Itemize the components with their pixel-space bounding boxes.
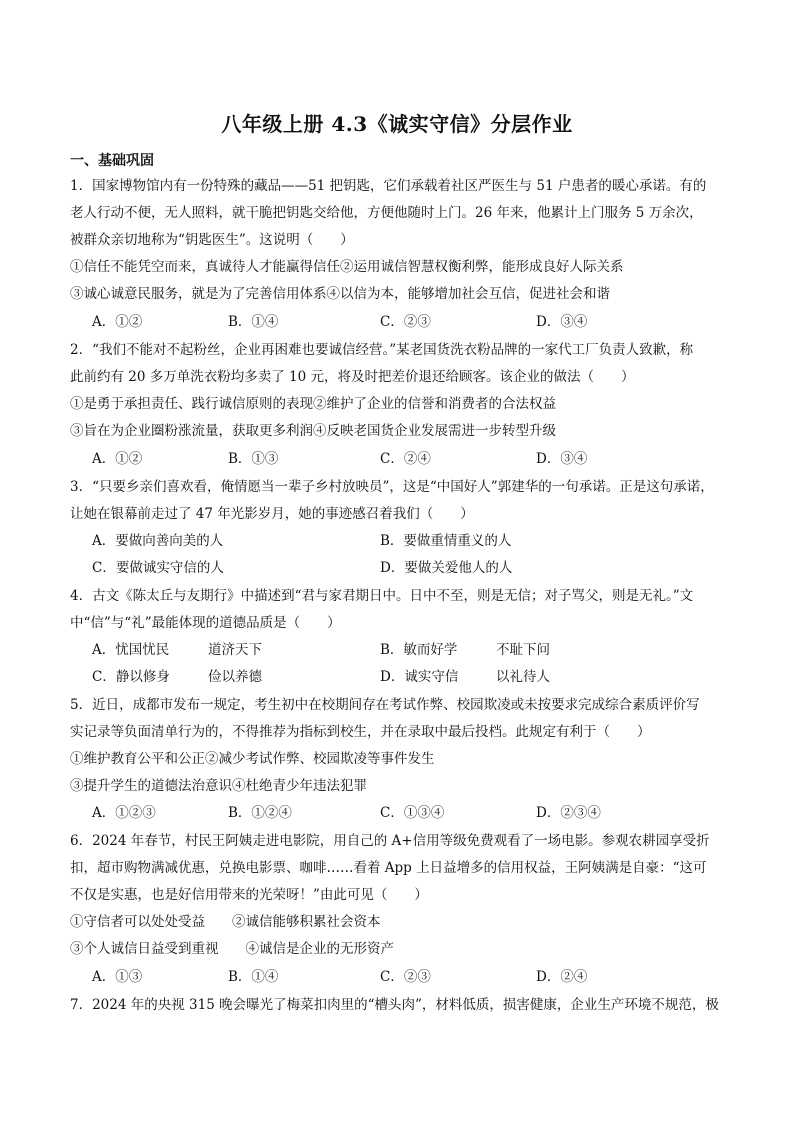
question-6-statement: ③个人诚信日益受到重视 ④诚信是企业的无形资产	[70, 941, 394, 957]
question-4-line: 4．古文《陈太丘与友期行》中描述到“君与家君期日中。日中不至，则是无信；对子骂父，则是无礼。”文	[70, 588, 694, 604]
question-5-line: 5．近日，成都市发布一规定，考生初中在校期间存在考试作弊、校园欺凌或未按要求完成综合素质评价写	[70, 697, 700, 713]
question-5-option-a: A．①②③	[92, 805, 156, 821]
question-1-option-a: A．①②	[92, 314, 143, 330]
question-2-option-a: A．①②	[92, 451, 143, 467]
question-6-option-b: B．①④	[228, 969, 279, 985]
question-4-option-c-detail: 俭以养德	[208, 669, 262, 685]
question-2-line: 此前约有 20 多万单洗衣粉均多卖了 10 元，将及时把差价退还给顾客。该企业的做法（ ）	[70, 369, 635, 385]
question-4-option-c: C．静以修身	[92, 669, 170, 685]
question-3-line: 让她在银幕前走过了 47 年光影岁月，她的事迹感召着我们（ ）	[70, 506, 474, 522]
question-4-line: 中“信”与“礼”最能体现的道德品质是（ ）	[70, 615, 341, 631]
question-4-option-b: B．敏而好学	[380, 642, 458, 658]
question-2-option-c: C．②④	[380, 451, 431, 467]
question-3-option-c: C．要做诚实守信的人	[92, 560, 224, 576]
question-1-option-d: D．③④	[536, 314, 588, 330]
question-6-statement: ①守信者可以处处受益 ②诚信能够积累社会资本	[70, 914, 381, 930]
question-7-line: 7．2024 年的央视 315 晚会曝光了梅菜扣肉里的“槽头肉”，材料低质，损害健康，企业生产环境不规范，极	[70, 997, 719, 1013]
question-5-statement: ③提升学生的道德法治意识④杜绝青少年违法犯罪	[70, 778, 367, 794]
question-5-statement: ①维护教育公平和公正②减少考试作弊、校园欺凌等事件发生	[70, 751, 435, 767]
question-3-line: 3．“只要乡亲们喜欢看，俺情愿当一辈子乡村放映员”，这是“中国好人”郭建华的一句承诺。正是这句承诺，	[70, 479, 714, 495]
question-2-line: 2．“我们不能对不起粉丝，企业再困难也要诚信经营。”某老国货洗衣粉品牌的一家代工厂负责人致歉，称	[70, 342, 694, 358]
question-6-line: 不仅是实惠，也是好信用带来的光荣呀！”由此可见（ ）	[70, 887, 428, 903]
question-3-option-d: D．要做关爱他人的人	[380, 560, 513, 576]
question-4-option-d-detail: 以礼待人	[496, 669, 550, 685]
section-heading: 一、基础巩固	[70, 153, 154, 169]
question-6-option-c: C．②③	[380, 969, 431, 985]
question-4-option-a-detail: 道济天下	[208, 642, 262, 658]
question-2-statement: ③旨在为企业圈粉涨流量，获取更多利润④反映老国货企业发展需进一步转型升级	[70, 423, 556, 439]
question-5-option-c: C．①③④	[380, 805, 445, 821]
question-4-option-b-detail: 不耻下问	[496, 642, 550, 658]
question-1-line: 老人行动不便，无人照料，就干脆把钥匙交给他，方便他随时上门。26 年来，他累计上门服务 5 万余次，	[70, 205, 703, 221]
question-1-option-c: C．②③	[380, 314, 431, 330]
question-4-option-a: A．忧国忧民	[92, 642, 170, 658]
question-3-option-a: A．要做向善向美的人	[92, 533, 224, 549]
question-1-option-b: B．①④	[228, 314, 279, 330]
question-5-line: 实记录等负面清单行为的，不得推荐为指标到校生，并在录取中最后投档。此规定有利于（ ）	[70, 724, 651, 740]
question-1-line: 1．国家博物馆内有一份特殊的藏品——51 把钥匙，它们承载着社区严医生与 51 户患者的暖心承诺。有的	[70, 178, 707, 194]
question-2-option-d: D．③④	[536, 451, 588, 467]
question-6-option-d: D．②④	[536, 969, 588, 985]
question-2-option-b: B．①③	[228, 451, 279, 467]
question-5-option-b: B．①②④	[228, 805, 292, 821]
question-4-option-d: D．诚实守信	[380, 669, 459, 685]
question-1-statement: ①信任不能凭空而来，真诚待人才能赢得信任②运用诚信智慧权衡利弊，能形成良好人际关系	[70, 259, 624, 275]
question-1-line: 被群众亲切地称为“钥匙医生”。这说明（ ）	[70, 232, 354, 248]
question-1-statement: ③诚心诚意民服务，就是为了完善信用体系④以信为本，能够增加社会互信，促进社会和谐	[70, 286, 610, 302]
question-6-line: 6．2024 年春节，村民王阿姨走进电影院，用自己的 A+信用等级免费观看了一场电影。参观农耕园享受折	[70, 833, 710, 849]
question-3-option-b: B．要做重情重义的人	[380, 533, 512, 549]
question-6-line: 扣，超市购物满减优惠，兑换电影票、咖啡……看着 App 上日益增多的信用权益，王阿姨满是自豪：“这可	[70, 860, 707, 876]
question-5-option-d: D．②③④	[536, 805, 601, 821]
question-2-statement: ①是勇于承担责任、践行诚信原则的表现②维护了企业的信誉和消费者的合法权益	[70, 396, 556, 412]
page-title: 八年级上册 4.3《诚实守信》分层作业	[221, 112, 573, 136]
question-6-option-a: A．①③	[92, 969, 143, 985]
